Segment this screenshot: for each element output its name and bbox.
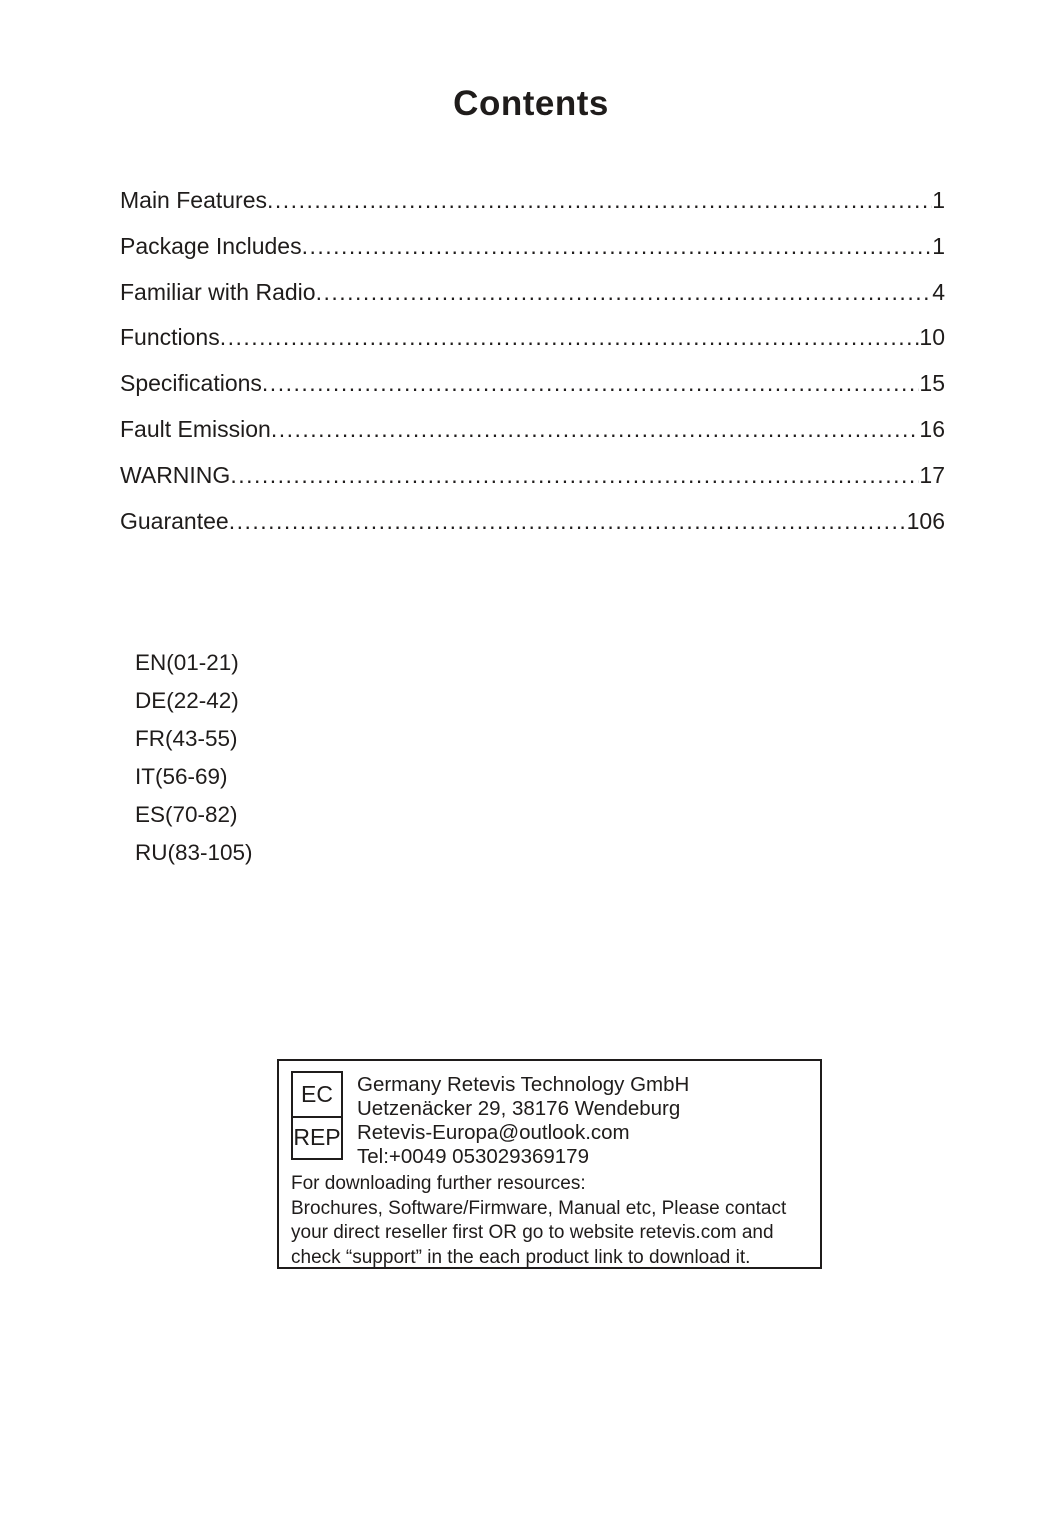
- toc-entry-page: 1: [932, 232, 945, 259]
- rep-label-cell: REP: [291, 1116, 343, 1160]
- toc-leader-dots: [302, 224, 933, 270]
- toc-entry: [120, 178, 945, 224]
- ec-rep-header: [291, 1071, 808, 1169]
- resources-line: Brochures, Software/Firmware, Manual etc, Please contact: [291, 1197, 787, 1219]
- company-email: Retevis-Europa@outlook.com: [357, 1121, 630, 1144]
- toc-entry-page: 106: [906, 507, 945, 534]
- language-range: EN(01-21): [135, 650, 239, 675]
- toc-entry-page: 17: [919, 461, 945, 488]
- toc-entry-page: 4: [932, 278, 945, 305]
- toc-entry: [120, 361, 945, 407]
- toc-leader-dots: [271, 407, 920, 453]
- toc-entry-label: Specifications: [120, 370, 262, 397]
- language-range: ES(70-82): [135, 802, 238, 827]
- toc-entry-label: Package Includes: [120, 232, 302, 259]
- company-name: Germany Retevis Technology GmbH: [357, 1073, 690, 1096]
- language-range: FR(43-55): [135, 726, 238, 751]
- toc-entry: [120, 453, 945, 499]
- toc-leader-dots: [229, 499, 907, 545]
- ec-rep-symbol: [291, 1071, 343, 1169]
- toc-entry-label: Guarantee: [120, 507, 229, 534]
- resources-line: check “support” in the each product link to download it.: [291, 1246, 751, 1268]
- toc-entry-label: Main Features: [120, 187, 268, 213]
- table-of-contents: [120, 178, 945, 544]
- resources-line: your direct reseller first OR go to website retevis.com and: [291, 1222, 774, 1243]
- toc-entry-page: 10: [919, 324, 945, 351]
- company-phone: Tel:+0049 053029369179: [357, 1145, 589, 1168]
- ec-rep-address-box: [277, 1059, 822, 1269]
- toc-entry-label: Fault Emission: [120, 415, 271, 442]
- toc-leader-dots: [230, 453, 919, 499]
- toc-entry-page: 16: [919, 415, 945, 442]
- language-range: DE(22-42): [135, 688, 239, 713]
- language-range: RU(83-105): [135, 840, 253, 865]
- toc-entry-page: 1: [932, 187, 945, 213]
- download-resources-note: [291, 1172, 808, 1270]
- toc-entry-page: 15: [919, 370, 945, 397]
- page-title: Contents: [453, 84, 609, 123]
- ec-label-cell: EC: [291, 1071, 343, 1118]
- toc-leader-dots: [262, 361, 919, 407]
- toc-leader-dots: [316, 270, 933, 316]
- language-range: IT(56-69): [135, 764, 228, 789]
- company-street: Uetzenäcker 29, 38176 Wendeburg: [357, 1097, 681, 1120]
- toc-entry-label: Familiar with Radio: [120, 278, 316, 305]
- toc-entry: [120, 270, 945, 316]
- toc-entry: [120, 407, 945, 453]
- toc-entry: [120, 315, 945, 361]
- toc-entry: [120, 224, 945, 270]
- toc-entry: [120, 499, 945, 545]
- toc-leader-dots: [220, 315, 920, 361]
- toc-entry-label: WARNING: [120, 461, 231, 488]
- toc-entry-label: Functions: [120, 324, 220, 351]
- company-address: [357, 1071, 689, 1169]
- language-page-index: [135, 644, 253, 872]
- toc-leader-dots: [267, 178, 932, 224]
- resources-line: For downloading further resources:: [291, 1173, 586, 1194]
